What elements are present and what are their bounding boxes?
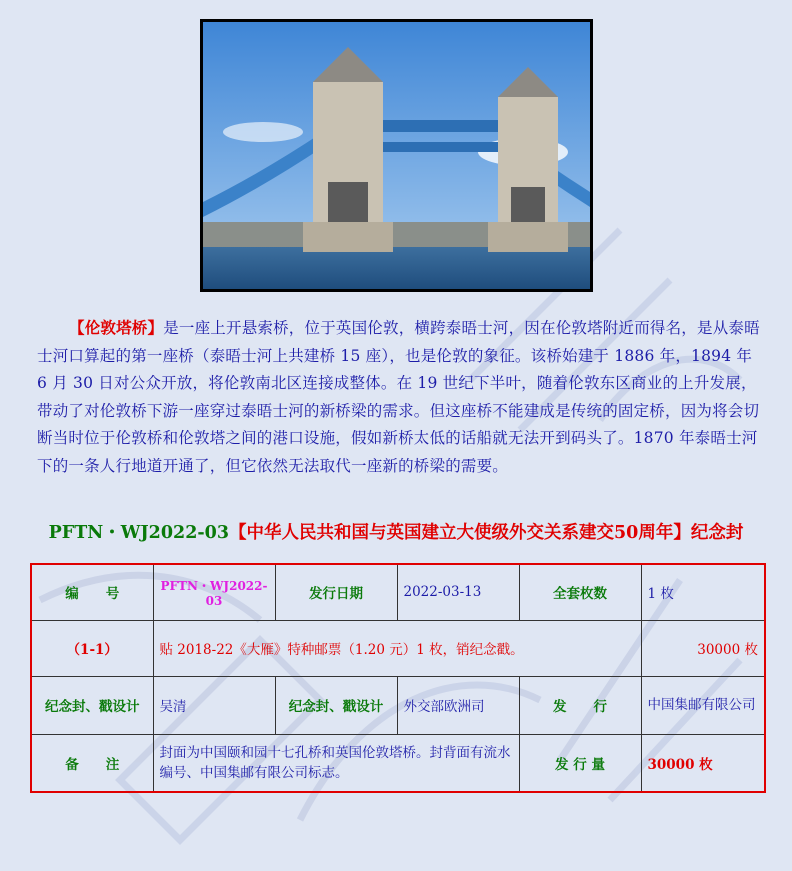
cover-code: PFTN・WJ2022-03 — [48, 523, 229, 543]
table-row — [31, 620, 765, 676]
design-label-1: 纪念封、戳设计 — [31, 676, 153, 734]
item-index: （1-1） — [31, 620, 153, 676]
cover-title — [0, 519, 792, 544]
design-value-1: 吴清 — [153, 676, 275, 734]
item-quantity: 30000 枚 — [641, 620, 765, 676]
item-description: 贴 2018-22《大雁》特种邮票（1.20 元）1 枚，销纪念戳。 — [153, 620, 641, 676]
table-row — [31, 676, 765, 734]
issuer-value: 中国集邮有限公司 — [641, 676, 765, 734]
cover-suffix: 纪念封 — [690, 523, 744, 543]
table-row — [31, 734, 765, 792]
cover-info-table — [30, 563, 766, 793]
table-row — [31, 564, 765, 620]
note-label: 备 注 — [31, 734, 153, 792]
issuer-label: 发 行 — [519, 676, 641, 734]
intro-highlight: 【伦敦塔桥】 — [69, 318, 164, 337]
intro-paragraph — [37, 314, 761, 480]
set-count-value: 1 枚 — [641, 564, 765, 620]
number-label: 编 号 — [31, 564, 153, 620]
design-label-2: 纪念封、戳设计 — [275, 676, 397, 734]
volume-value: 30000 枚 — [641, 734, 765, 792]
number-value: PFTN・WJ2022-03 — [153, 564, 275, 620]
note-value: 封面为中国颐和园十七孔桥和英国伦敦塔桥。封背面有流水编号、中国集邮有限公司标志。 — [153, 734, 519, 792]
date-value: 2022-03-13 — [397, 564, 519, 620]
tower-bridge-photo — [200, 19, 593, 292]
set-count-label: 全套枚数 — [519, 564, 641, 620]
design-value-2: 外交部欧洲司 — [397, 676, 519, 734]
date-label: 发行日期 — [275, 564, 397, 620]
cover-name: 【中华人民共和国与英国建立大使级外交关系建交50周年】 — [229, 523, 691, 543]
volume-label: 发 行 量 — [519, 734, 641, 792]
intro-text: 是一座上开悬索桥，位于英国伦敦，横跨泰晤士河，因在伦敦塔附近而得名，是从泰晤士河口算起的第一座桥（泰晤士河上共建桥 15 座），也是伦敦的象征。该桥始建于 1886 年，1894 年 6 月 30 日对公众开放，将伦敦南北区连接成整体。在 19 世纪下半叶，随着伦敦东区商业的上升发展，带动了对伦敦桥下游一座穿过泰晤士河的新桥梁的需求。但这座桥不能建成是传统的固定桥，因为将会切断当时位于伦敦桥和伦敦塔之间的港口设施，假如新桥太低的话船就无法开到码头了。1870 年泰晤士河下的一条人行地道开通了，但它依然无法取代一座新的桥梁的需要。 — [37, 319, 760, 475]
